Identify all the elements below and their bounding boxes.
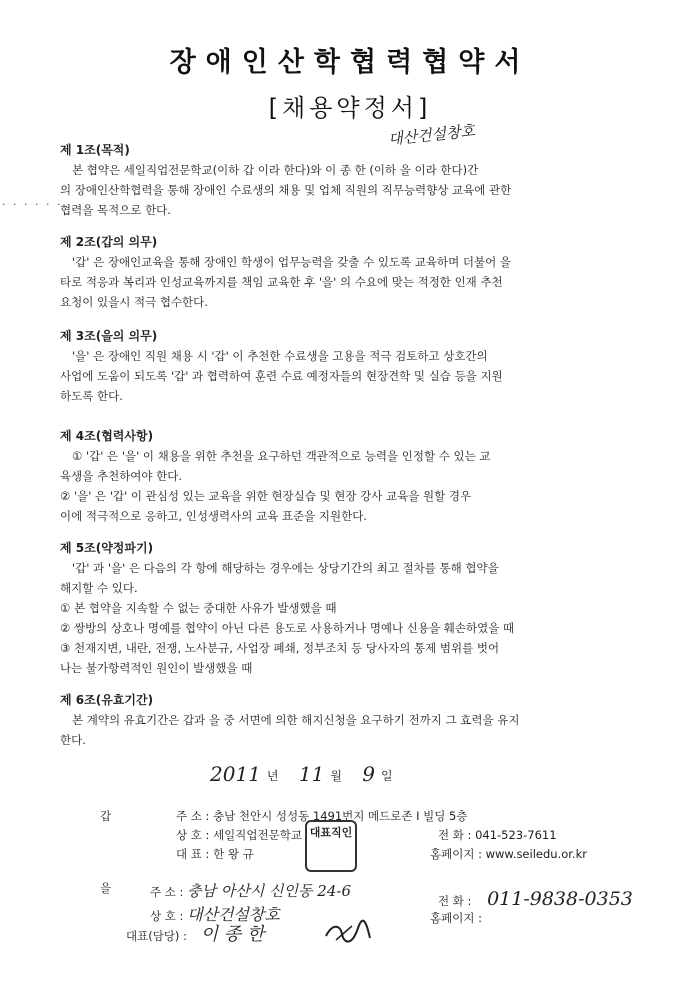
handwritten-signature [322, 918, 372, 948]
party-a-label: 갑 [100, 809, 112, 823]
article-heading: 제 6조(유효기간) [60, 693, 154, 707]
party-b-address [150, 880, 351, 901]
article-line: 본 계약의 유효기간은 갑과 을 중 서면에 의한 해지신청을 요구하기 전까지 그 효력을 유지 [72, 713, 520, 727]
party-b-phone [438, 888, 633, 910]
article-line: 해지할 수 있다. [60, 581, 138, 595]
party-b-rep-value: 이 종 한 [200, 924, 265, 945]
party-a-name [176, 827, 302, 843]
party-b-rep-label: 대표(담당) : [126, 929, 187, 943]
party-a-rep-label: 대 표 : [176, 847, 210, 861]
article-heading: 제 5조(약정파기) [60, 541, 154, 555]
article-5 [60, 538, 640, 678]
seal-text: 대표직인 [309, 826, 353, 839]
signing-date [210, 762, 460, 786]
article-3 [60, 326, 640, 406]
article-line: 육생을 추천하여야 한다. [60, 469, 183, 483]
party-b-phone-value: 011-9838-0353 [487, 888, 633, 910]
party-b-name-value: 대산건설창호 [187, 905, 280, 924]
article-line: 의 장애인산학협력을 통해 장애인 수료생의 채용 및 업체 직원의 직무능력향상 교육에 관한 [60, 183, 512, 197]
party-a-address-label: 주 소 : [176, 809, 210, 823]
party-b-address-label: 주 소 : [150, 885, 184, 899]
date-year-unit: 년 [266, 769, 279, 783]
article-heading: 제 3조(을의 의무) [60, 329, 158, 343]
article-heading: 제 2조(갑의 의무) [60, 235, 158, 249]
article-heading: 제 1조(목적) [60, 143, 130, 157]
article-2 [60, 232, 640, 312]
party-b-rep [126, 920, 264, 946]
party-b-homepage [430, 910, 482, 926]
party-a-homepage-value: www.seiledu.or.kr [485, 847, 587, 861]
party-a-phone-label: 전 화 : [438, 828, 472, 842]
article-line: 사업에 도움이 되도록 '갑' 과 협력하여 훈련 수료 예정자들의 현장견학 및 실습 등을 지원 [60, 369, 503, 383]
article-line: 타로 적응과 복리과 인성교육까지를 책임 교육한 후 '을' 의 수요에 맞는 적정한 인재 추천 [60, 275, 503, 289]
article-line: ① 본 협약을 지속할 수 없는 중대한 사유가 발생했을 때 [60, 601, 337, 615]
article-line: ② 쌍방의 상호나 명예를 협약이 아닌 다른 용도로 사용하거나 명예나 신용을 훼손하였을 때 [60, 621, 515, 635]
party-b-phone-label: 전 화 : [438, 894, 472, 908]
article-line: ③ 천재지변, 내란, 전쟁, 노사분규, 사업장 폐쇄, 정부조치 등 당사자의 통제 범위를 벗어 [60, 641, 500, 655]
party-a-name-value: 세일직업전문학교 [213, 828, 302, 842]
party-a-phone-value: 041-523-7611 [475, 828, 557, 842]
article-1 [60, 140, 640, 220]
date-year: 2011 [210, 762, 261, 786]
party-b-label: 을 [100, 881, 112, 895]
article-line: 협력을 목적으로 한다. [60, 203, 171, 217]
margin-marks: · · · · · · [2, 198, 63, 211]
party-a-homepage [430, 846, 587, 862]
article-line: '갑' 과 '을' 은 다음의 각 항에 해당하는 경우에는 상당기간의 최고 절차를 통해 협약을 [72, 561, 499, 575]
article-line: '을' 은 장애인 직원 채용 시 '갑' 이 추천한 수료생을 고용을 적극 검토하고 상호간의 [72, 349, 488, 363]
party-a-address-value: 충남 천안시 성성동 1491번지 메드로존 I 빌딩 5층 [213, 809, 468, 823]
article-line: 본 협약은 세일직업전문학교(이하 갑 이라 한다)와 이 종 한 (이하 을 이라 한다)간 [72, 163, 479, 177]
party-b-name-label: 상 호 : [150, 909, 184, 923]
document-title: 장애인산학협력협약서 [169, 47, 531, 78]
article-line: ② '을' 은 '갑' 이 관심성 있는 교육을 위한 현장실습 및 현장 강사 교육을 원할 경우 [60, 489, 472, 503]
article-4 [60, 426, 640, 526]
article-line: 요청이 있을시 적극 협수한다. [60, 295, 208, 309]
date-day: 9 [362, 762, 375, 786]
party-a-rep-value: 한 왕 규 [213, 847, 254, 861]
document-subtitle: [채용약정서] [268, 94, 432, 122]
article-line: 한다. [60, 733, 86, 747]
party-a-phone [438, 827, 557, 843]
party-a-name-label: 상 호 : [176, 828, 210, 842]
date-day-unit: 일 [381, 769, 393, 783]
article-line: 하도록 한다. [60, 389, 123, 403]
article-line: ① '갑' 은 '을' 이 채용을 위한 추천을 요구하던 객관적으로 능력을 인정할 수 있는 교 [72, 449, 491, 463]
party-b-homepage-label: 홈페이지 : [430, 911, 482, 925]
article-line: 이에 적극적으로 응하고, 인성생력사의 교육 표준을 지원한다. [60, 509, 367, 523]
party-b-address-value: 충남 아산시 신인동 24-6 [187, 882, 351, 900]
party-a-homepage-label: 홈페이지 : [430, 847, 482, 861]
article-line: '갑' 은 장애인교육을 통해 장애인 학생이 업무능력을 갖출 수 있도록 교육하며 더불어 을 [72, 255, 511, 269]
article-6 [60, 690, 640, 750]
article-heading: 제 4조(협력사항) [60, 429, 154, 443]
article-line: 나는 불가항력적인 원인이 발생했을 때 [60, 661, 253, 675]
party-a-rep [176, 846, 254, 862]
handwritten-company-name: 대산건설창호 [387, 121, 476, 149]
date-month: 11 [298, 762, 325, 786]
date-month-unit: 월 [330, 769, 342, 783]
official-seal-stamp [305, 820, 357, 872]
